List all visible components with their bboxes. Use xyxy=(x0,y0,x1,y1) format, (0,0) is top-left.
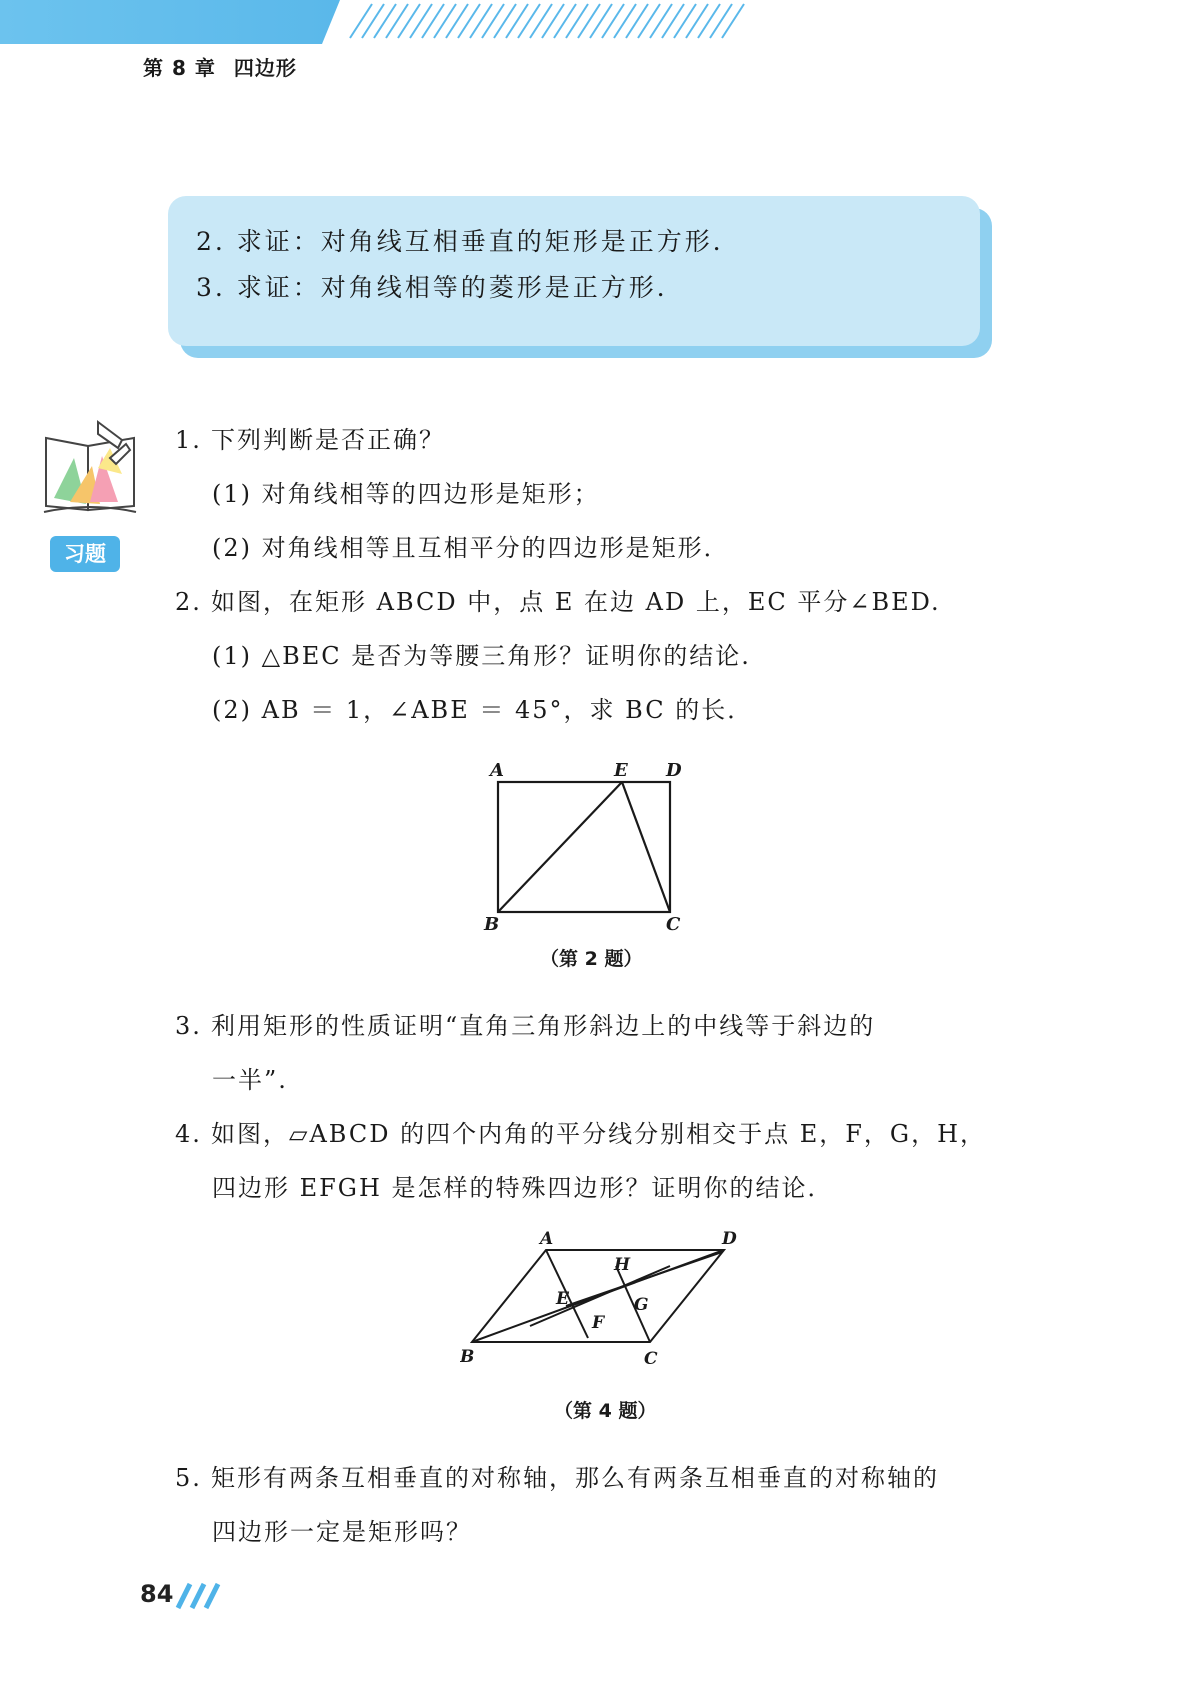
figure-rectangle-abcd xyxy=(470,752,700,932)
question-2-part-1: (1) △BEC 是否为等腰三角形？证明你的结论. xyxy=(212,642,751,670)
label-e: E xyxy=(556,1289,569,1309)
question-1-part-2: (2) 对角线相等且互相平分的四边形是矩形． xyxy=(212,534,730,562)
page-number: 84 xyxy=(140,1580,174,1608)
question-4-continued: 四边形 EFGH 是怎样的特殊四边形？证明你的结论． xyxy=(212,1174,834,1202)
label-e: E xyxy=(614,760,628,781)
question-3 xyxy=(175,1006,875,1041)
question-4 xyxy=(175,1114,986,1149)
segment-be xyxy=(498,782,622,912)
question-3-continued: 一半”. xyxy=(212,1066,288,1094)
question-2-part-2: (2) AB ＝ 1，∠ABE ＝ 45°，求 BC 的长． xyxy=(212,696,754,724)
question-1 xyxy=(175,420,445,455)
chapter-number: 第 8 章 xyxy=(143,56,216,80)
figure-4-caption: （第 4 题） xyxy=(554,1400,657,1422)
chapter-title: 四边形 xyxy=(233,56,297,80)
question-1-number: 1. xyxy=(175,426,202,454)
practice-q3: 3. 求证：对角线相等的菱形是正方形． xyxy=(196,273,685,302)
figure-parallelogram-abcd xyxy=(460,1226,750,1376)
question-2-text: 如图，在矩形 ABCD 中，点 E 在边 AD 上，EC 平分∠BED. xyxy=(211,588,941,616)
label-b: B xyxy=(460,1347,475,1367)
label-c: C xyxy=(644,1349,658,1369)
label-g: G xyxy=(634,1295,649,1315)
label-h: H xyxy=(614,1255,631,1275)
question-5 xyxy=(175,1458,939,1493)
exercise-badge: 习题 xyxy=(50,536,120,572)
label-d: D xyxy=(722,1229,737,1249)
question-3-text: 利用矩形的性质证明“直角三角形斜边上的中线等于斜边的 xyxy=(211,1012,876,1040)
header-banner xyxy=(0,0,760,44)
question-4-text: 如图，▱ABCD 的四个内角的平分线分别相交于点 E，F，G，H， xyxy=(211,1120,987,1148)
label-f: F xyxy=(592,1313,605,1333)
figure-2-caption: （第 2 题） xyxy=(540,948,643,970)
page-slash-decoration xyxy=(172,1582,224,1610)
label-d: D xyxy=(666,760,682,781)
segment-ec xyxy=(622,782,670,912)
label-c: C xyxy=(666,914,681,932)
question-2-number: 2. xyxy=(175,588,202,616)
question-1-part-1: (1) 对角线相等的四边形是矩形； xyxy=(212,480,600,508)
question-3-number: 3. xyxy=(175,1012,202,1040)
question-5-number: 5. xyxy=(175,1464,202,1492)
label-a: A xyxy=(490,760,504,781)
question-5-text: 矩形有两条互相垂直的对称轴，那么有两条互相垂直的对称轴的 xyxy=(211,1464,939,1492)
chapter-heading xyxy=(143,52,315,81)
question-2 xyxy=(175,582,941,617)
question-5-continued: 四边形一定是矩形吗？ xyxy=(212,1518,472,1546)
rect-abcd-outline xyxy=(498,782,670,912)
question-4-number: 4. xyxy=(175,1120,202,1148)
question-1-text: 下列判断是否正确？ xyxy=(211,426,445,454)
open-book-icon xyxy=(40,418,140,518)
practice-q2: 2. 求证：对角线互相垂直的矩形是正方形． xyxy=(196,227,741,256)
label-a: A xyxy=(540,1229,554,1249)
label-b: B xyxy=(484,914,500,932)
